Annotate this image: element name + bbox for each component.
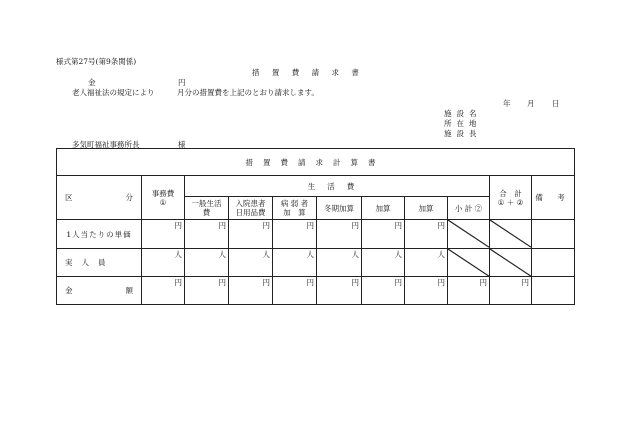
header-living-admission-line2: 日用品費 xyxy=(235,208,266,218)
header-living-general-line2: 費 xyxy=(202,208,211,218)
cell-remarks xyxy=(532,248,575,276)
header-total xyxy=(490,176,532,220)
cell-unit: 人 xyxy=(405,248,448,276)
statement-suffix: 月分の措置費を上記のとおり請求します。 xyxy=(177,88,319,97)
row-label-headcount-text: 実人員 xyxy=(65,257,115,267)
cell-unit: 円 xyxy=(490,276,532,304)
header-subtotal: 小 計 ② xyxy=(448,197,490,220)
row-label-amount xyxy=(57,276,142,304)
header-remarks: 備 考 xyxy=(532,176,575,220)
header-living-frail-line2: 加 算 xyxy=(283,208,306,218)
document-title: 措 置 費 請 求 書 xyxy=(252,68,364,77)
header-category xyxy=(57,176,142,220)
cell-unit: 円 xyxy=(229,220,273,248)
header-living-general-line1: 一般生活 xyxy=(191,199,222,209)
addressee-suffix: 様 xyxy=(178,140,186,149)
header-living-general xyxy=(185,197,229,220)
cell-unit: 円 xyxy=(405,276,448,304)
cell-unit: 円 xyxy=(229,276,273,304)
form-number: 様式第27号(第9条関係) xyxy=(56,57,137,66)
date-month: 月 xyxy=(527,99,535,108)
table-row xyxy=(57,276,575,304)
calculation-table xyxy=(56,148,575,305)
header-category-start: 区 xyxy=(65,193,73,203)
diagonal-cell xyxy=(448,220,490,248)
cell-unit: 円 xyxy=(142,276,185,304)
facility-address-label: 所在地 xyxy=(444,119,482,128)
cell-unit: 円 xyxy=(405,220,448,248)
table-row xyxy=(57,220,575,248)
addressee: 多気町福祉事務所長 xyxy=(72,140,140,149)
table-title: 措置費請求計算書 xyxy=(57,149,575,176)
header-total-top: 合 計 xyxy=(499,188,522,198)
cell-unit: 円 xyxy=(362,276,405,304)
header-total-bottom: ① ＋ ② xyxy=(497,197,524,207)
header-living-winter: 冬期加算 xyxy=(317,197,362,220)
cell-unit: 人 xyxy=(362,248,405,276)
header-living-frail xyxy=(273,197,317,220)
header-living-expense: 生活費 xyxy=(185,176,490,197)
date-year: 年 xyxy=(503,99,511,108)
header-living-frail-line1: 病 弱 者 xyxy=(280,199,309,209)
cell-unit: 円 xyxy=(317,276,362,304)
table-row xyxy=(57,248,575,276)
facility-name-label: 施設名 xyxy=(444,109,482,118)
cell-unit: 円 xyxy=(185,220,229,248)
header-office-bottom: ① xyxy=(159,197,167,207)
date-day: 日 xyxy=(552,99,560,108)
cell-unit: 円 xyxy=(273,220,317,248)
row-label-unit-price: 1人当たりの単価 xyxy=(57,220,142,248)
cell-remarks xyxy=(532,220,575,248)
header-category-end: 分 xyxy=(125,193,133,203)
diagonal-cell xyxy=(490,248,532,276)
cell-unit: 人 xyxy=(185,248,229,276)
statement-prefix: 老人福祉法の規定により xyxy=(72,88,155,97)
row-label-amount-end: 額 xyxy=(125,285,133,295)
cell-unit: 人 xyxy=(229,248,273,276)
cell-unit: 人 xyxy=(273,248,317,276)
header-living-add1: 加算 xyxy=(362,197,405,220)
cell-unit: 円 xyxy=(448,276,490,304)
row-label-headcount xyxy=(57,248,142,276)
header-living-admission-line1: 入院患者 xyxy=(235,199,266,209)
diagonal-line xyxy=(448,220,489,247)
header-office-top: 事務費 xyxy=(151,188,175,198)
cell-unit: 人 xyxy=(142,248,185,276)
amount-unit: 円 xyxy=(178,78,186,87)
header-living-admission xyxy=(229,197,273,220)
amount-label: 金 xyxy=(88,78,96,87)
cell-unit: 円 xyxy=(185,276,229,304)
cell-unit: 人 xyxy=(317,248,362,276)
cell-unit: 円 xyxy=(142,220,185,248)
header-living-add2: 加算 xyxy=(405,197,448,220)
diagonal-line xyxy=(448,249,489,276)
facility-director-label: 施設長 xyxy=(444,129,482,138)
diagonal-line xyxy=(490,249,531,276)
cell-remarks xyxy=(532,276,575,304)
cell-unit: 円 xyxy=(362,220,405,248)
diagonal-cell xyxy=(490,220,532,248)
header-office-expense xyxy=(142,176,185,220)
cell-unit: 円 xyxy=(317,220,362,248)
cell-unit: 円 xyxy=(273,276,317,304)
row-label-amount-start: 金 xyxy=(65,285,73,295)
diagonal-line xyxy=(490,220,531,247)
diagonal-cell xyxy=(448,248,490,276)
